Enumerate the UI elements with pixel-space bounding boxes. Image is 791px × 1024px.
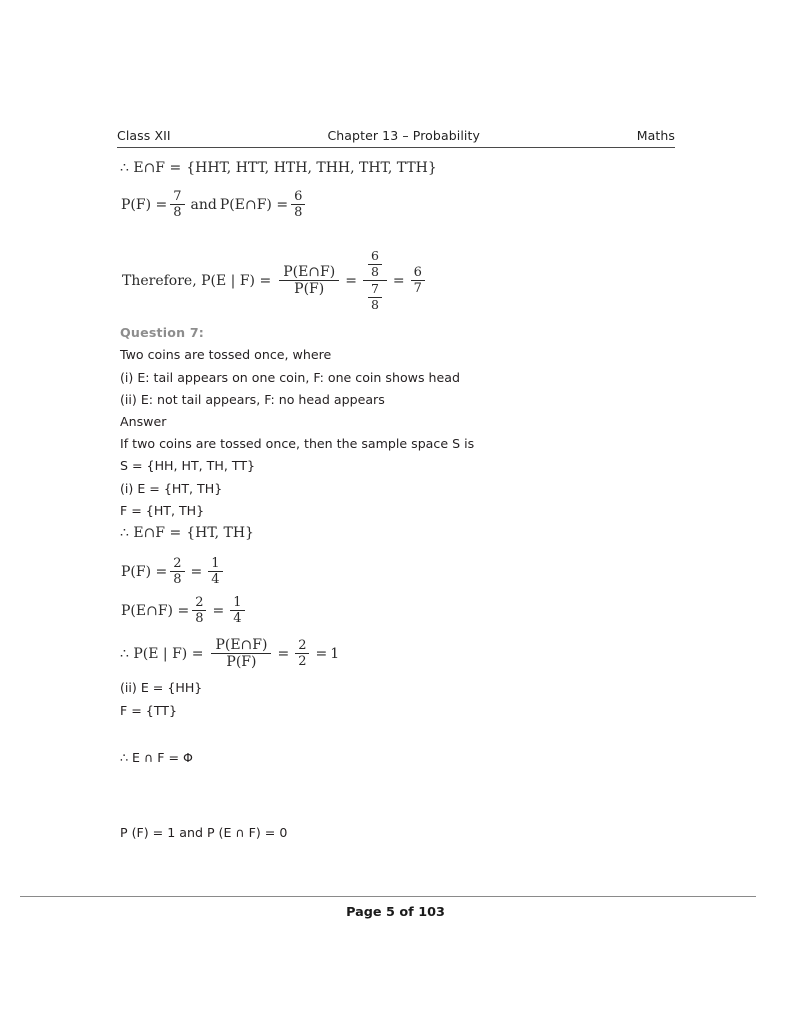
math-equals-1: = [345,272,357,289]
fraction-denominator: 8 [173,572,182,587]
fraction-denominator: 8 [370,263,379,279]
math-conjunction-and: and [190,196,217,213]
math-pf-label: P(F) = [121,563,168,580]
fraction-numerator: 1 [230,595,244,611]
math-conditional-part-i [120,637,339,670]
math-therefore-conditional-top [122,248,428,313]
math-therefore-conditional-label: ∴ P(E | F) = [120,645,204,662]
fraction-denominator: 7 [413,281,422,296]
question-line-2: (ii) E: not tail appears, F: no head appears [120,392,385,407]
math-equals-1: = [277,645,290,662]
header-divider [117,147,675,148]
footer-divider [20,896,756,897]
answer-line-F-i: F = {HT, TH} [120,503,205,518]
fraction-denominator: 8 [195,611,204,626]
fraction-numerator: 7 [368,282,382,298]
math-intersection-set-top [120,160,437,176]
fraction-7-8-inner [368,282,382,312]
fraction-denominator: 8 [370,296,379,312]
fraction-numerator: 1 [208,556,222,572]
continued-fraction-numerator [363,248,387,281]
part-ii-line-F: F = {TT} [120,703,177,718]
fraction-numerator: P(E∩F) [211,637,271,654]
math-intersection-prefix: ∴ E∩F = [120,525,182,541]
math-equals-2: = [315,645,328,662]
header-chapter: Chapter 13 – Probability [327,128,480,143]
continued-fraction-denominator [363,281,387,313]
fraction-numerator: 6 [291,189,305,205]
math-pef-part-i [121,595,248,626]
fraction-6-8 [291,189,305,220]
fraction-6-8-inner [368,249,382,279]
fraction-denominator: 2 [298,654,307,669]
fraction-numerator: 6 [411,265,425,281]
fraction-denominator: P(F) [226,654,257,670]
question-line-0: Two coins are tossed once, where [120,347,332,362]
answer-line-S: S = {HH, HT, TH, TT} [120,458,256,473]
math-pf-label: P(F) = [121,196,168,213]
fraction-denominator: P(F) [294,281,325,297]
math-equals-2: = [392,272,405,289]
fraction-pef-over-pf [279,264,339,297]
math-intersection-set: {HT, TH} [186,525,254,541]
continued-fraction [363,248,387,313]
fraction-denominator: 8 [294,205,303,220]
math-pf-and-pef-top [121,189,308,220]
fraction-6-7-result [411,265,425,296]
math-therefore-label: Therefore, P(E | F) = [122,272,272,289]
math-intersection-set: {HHT, HTT, HTH, THH, THT, TTH} [186,160,437,176]
fraction-2-8 [170,556,184,587]
fraction-1-4 [230,595,244,626]
footer-page-number: Page 5 of 103 [346,905,445,920]
fraction-pef-over-pf [211,637,271,670]
part-ii-line-E: (ii) E = {HH} [120,680,203,695]
fraction-denominator: 4 [211,572,220,587]
part-ii-final-line: P (F) = 1 and P (E ∩ F) = 0 [120,825,288,840]
answer-line-sample-space: If two coins are tossed once, then the sample space S is [120,436,475,451]
answer-label: Answer [120,414,167,429]
fraction-denominator: 4 [233,611,242,626]
fraction-1-4 [208,556,222,587]
math-equals: = [212,602,225,619]
math-result-one: 1 [330,645,340,662]
header-subject: Maths [636,128,675,143]
question-line-1: (i) E: tail appears on one coin, F: one coin shows head [120,370,460,385]
fraction-numerator: 2 [170,556,184,572]
math-pef-label: P(E∩F) = [219,196,289,213]
page-header [117,128,675,143]
fraction-numerator: 2 [192,595,206,611]
part-ii-empty-intersection: ∴ E ∩ F = Φ [120,750,193,765]
math-pf-part-i [121,556,226,587]
math-pef-label: P(E∩F) = [121,602,190,619]
fraction-denominator: 8 [173,205,182,220]
math-equals: = [190,563,203,580]
math-intersection-set-part-i [120,525,254,541]
question-heading: Question 7: [120,325,205,340]
answer-line-E-i: (i) E = {HT, TH} [120,481,223,496]
header-class: Class XII [117,128,171,143]
fraction-2-2 [295,638,309,669]
fraction-numerator: 6 [368,249,382,265]
fraction-numerator: 2 [295,638,309,654]
fraction-numerator: P(E∩F) [279,264,339,281]
fraction-7-8 [170,189,184,220]
fraction-numerator: 7 [170,189,184,205]
fraction-2-8 [192,595,206,626]
math-intersection-prefix: ∴ E∩F = [120,160,182,176]
